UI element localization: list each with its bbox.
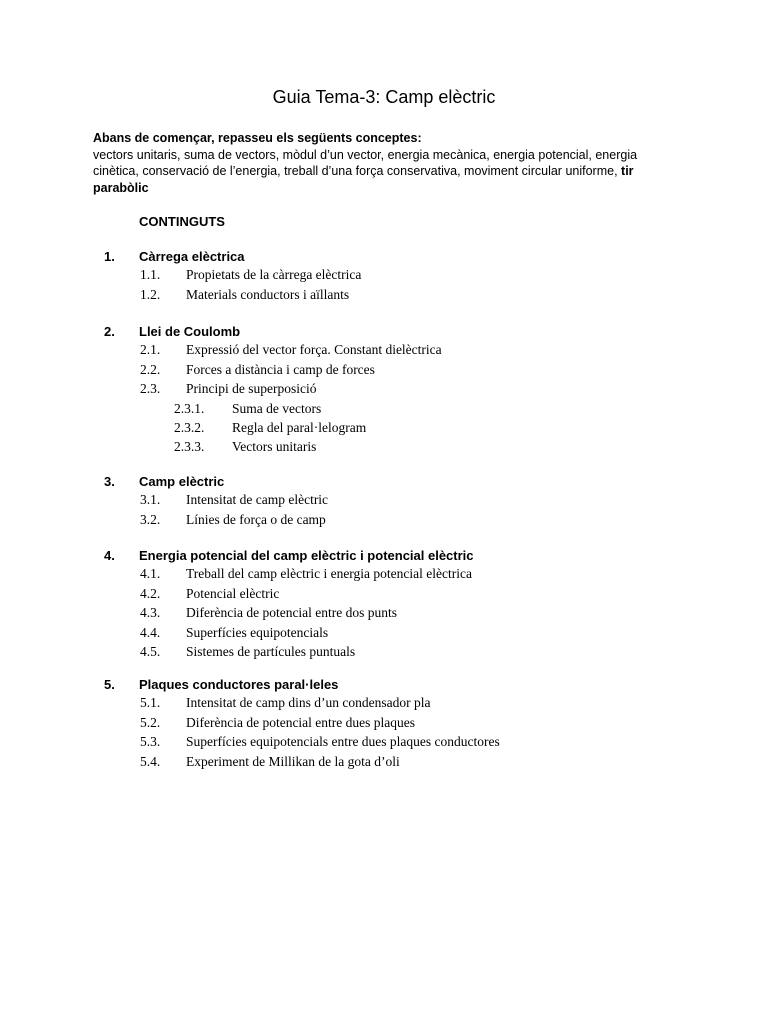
prerequisites-block — [93, 130, 683, 196]
subsubsection-title: Regla del paral·lelogram — [232, 419, 367, 435]
subsection-title: Principi de superposició — [186, 381, 317, 396]
subsection-number: 5.1. — [140, 695, 161, 710]
subsection-item — [0, 584, 768, 604]
prerequisites-list-bold: tir parabòlic — [93, 164, 634, 195]
subsection-number: 5.4. — [140, 753, 161, 769]
subsubsection-number: 2.3.1. — [174, 400, 205, 416]
subsection-number: 4.4. — [140, 624, 161, 640]
section-heading — [0, 249, 768, 265]
subsection-title: Diferència de potencial entre dos punts — [186, 605, 398, 620]
subsection-item — [0, 510, 768, 530]
subsection-number: 5.2. — [140, 714, 161, 730]
subsubsection-item — [0, 399, 768, 418]
subsection-number: 3.1. — [140, 492, 161, 507]
section-2 — [0, 324, 768, 456]
section-heading — [0, 548, 768, 564]
subsection-number: 4.3. — [140, 605, 161, 620]
subsection-number: 4.5. — [140, 644, 161, 659]
subsection-title: Experiment de Millikan de la gota d’oli — [186, 753, 400, 769]
section-title: Càrrega elèctrica — [139, 249, 245, 264]
prerequisites-heading: Abans de començar, repasseu els següents conceptes: — [93, 131, 422, 145]
document-title: Guia Tema-3: Camp elèctric — [272, 87, 496, 107]
section-title: Plaques conductores paral·leles — [139, 677, 339, 692]
subsection-title: Intensitat de camp dins d’un condensador pla — [186, 695, 431, 710]
section-title: Camp elèctric — [139, 474, 225, 489]
subsection-item — [0, 693, 768, 713]
subsection-item — [0, 603, 768, 623]
subsection-number: 5.3. — [140, 734, 161, 749]
subsection-title: Intensitat de camp elèctric — [186, 492, 329, 507]
section-heading — [0, 324, 768, 340]
subsection-item — [0, 713, 768, 733]
prerequisites-list: vectors unitaris, suma de vectors, mòdul d’un vector, energia mecànica, energia potencial, energia cinètica, conservació de l’energia, treball d’una força conservativa, moviment circular uniforme, — [93, 147, 638, 178]
subsection-number: 4.2. — [140, 585, 161, 601]
subsection-title: Superfícies equipotencials entre dues plaques conductores — [186, 734, 500, 749]
subsection-number: 1.2. — [140, 286, 161, 302]
subsection-number: 4.1. — [140, 566, 161, 581]
subsection-title: Expressió del vector força. Constant dielèctrica — [186, 342, 442, 357]
subsubsection-title: Vectors unitaris — [232, 438, 317, 454]
section-number: 1. — [104, 249, 115, 264]
section-heading — [0, 677, 768, 693]
subsection-title: Línies de força o de camp — [186, 511, 326, 527]
subsection-number: 2.2. — [140, 361, 161, 377]
subsection-item — [0, 360, 768, 380]
section-title: Llei de Coulomb — [139, 324, 241, 339]
section-3 — [0, 474, 768, 529]
subsection-item — [0, 564, 768, 584]
subsection-number: 1.1. — [140, 267, 161, 282]
subsection-title: Potencial elèctric — [186, 585, 280, 601]
subsubsection-title: Suma de vectors — [232, 400, 322, 416]
section-number: 3. — [104, 474, 115, 489]
section-number: 5. — [104, 677, 115, 692]
subsection-item — [0, 490, 768, 510]
subsection-title: Forces a distància i camp de forces — [186, 361, 375, 377]
section-heading — [0, 474, 768, 490]
subsubsection-number: 2.3.3. — [174, 438, 205, 454]
section-title: Energia potencial del camp elèctric i potencial elèctric — [139, 548, 474, 563]
section-number: 2. — [104, 324, 115, 339]
section-4 — [0, 548, 768, 662]
subsection-item — [0, 379, 768, 399]
section-5 — [0, 677, 768, 771]
subsection-item — [0, 752, 768, 772]
subsection-item — [0, 265, 768, 285]
subsection-item — [0, 732, 768, 752]
subsection-item — [0, 285, 768, 305]
subsection-title: Sistemes de partícules puntuals — [186, 644, 356, 659]
prerequisites-text — [93, 147, 683, 197]
subsection-title: Diferència de potencial entre dues plaques — [186, 714, 416, 730]
section-1 — [0, 249, 768, 304]
subsection-title: Superfícies equipotencials — [186, 624, 329, 640]
subsection-item — [0, 623, 768, 643]
subsection-title: Treball del camp elèctric i energia potencial elèctrica — [186, 566, 472, 581]
subsection-number: 2.1. — [140, 342, 161, 357]
subsubsection-item — [0, 437, 768, 456]
subsection-item — [0, 642, 768, 662]
subsection-item — [0, 340, 768, 360]
subsection-title: Materials conductors i aïllants — [186, 286, 350, 302]
subsubsection-item — [0, 418, 768, 437]
subsection-title: Propietats de la càrrega elèctrica — [186, 267, 362, 282]
subsection-number: 3.2. — [140, 511, 161, 527]
subsubsection-number: 2.3.2. — [174, 419, 205, 435]
subsection-number: 2.3. — [140, 381, 161, 396]
section-number: 4. — [104, 548, 115, 563]
contents-heading: CONTINGUTS — [139, 214, 225, 229]
